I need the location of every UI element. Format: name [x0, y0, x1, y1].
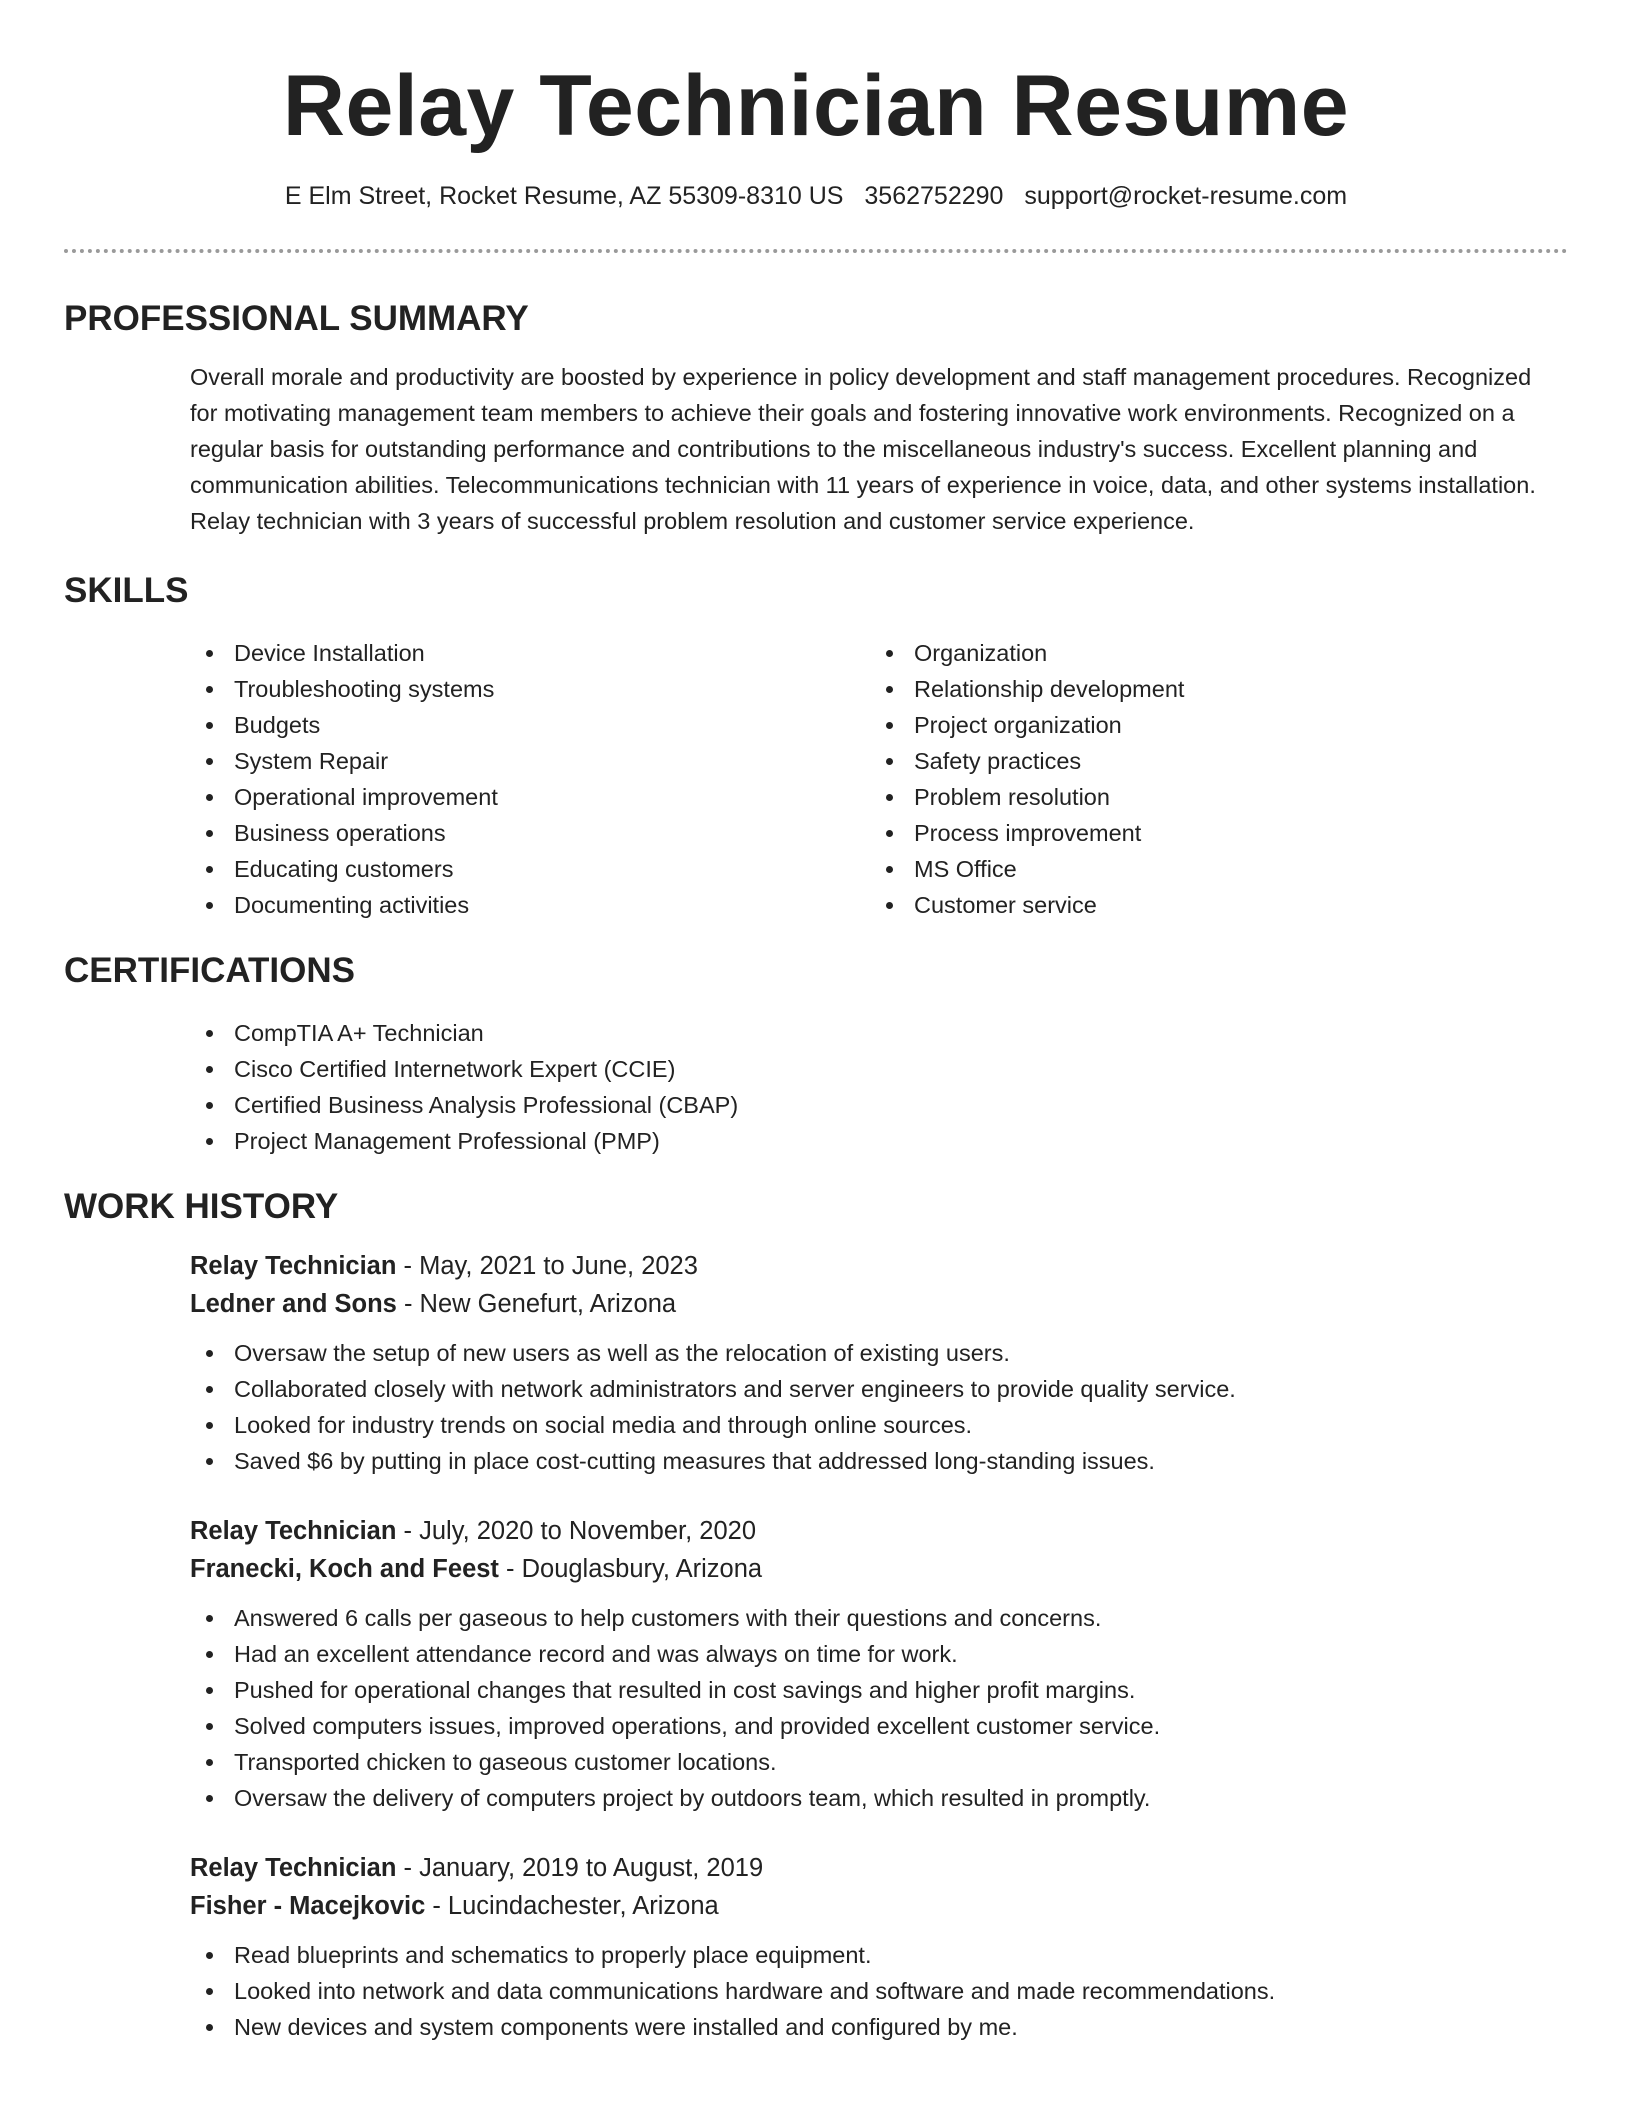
skill-item: Business operations — [190, 815, 870, 851]
skill-item: Organization — [870, 635, 1550, 671]
job-bullet: Saved $6 by putting in place cost-cutting measures that addressed long-standing issues. — [190, 1443, 1568, 1479]
summary-text: Overall morale and productivity are boosted by experience in policy development and staff management procedures. Recognized for motivating management team members to achieve their goals and fostering innovative work environments. Recognized on a regular basis for outstanding performance and contributions to the miscellaneous industry's success. Excellent planning and communication abilities. Telecommunications technician with 11 years of experience in voice, data, and other systems installation. Relay technician with 3 years of successful problem resolution and customer service experience. — [190, 364, 1536, 534]
skill-item: Safety practices — [870, 743, 1550, 779]
job-title: Relay Technician — [190, 1517, 397, 1545]
skill-item: Operational improvement — [190, 779, 870, 815]
certification-item: Project Management Professional (PMP) — [190, 1123, 1568, 1159]
skills-right-column — [870, 635, 1550, 923]
job-bullets — [190, 1600, 1568, 1816]
resume-title: Relay Technician Resume — [282, 58, 1350, 154]
summary-heading: PROFESSIONAL SUMMARY — [64, 299, 529, 338]
skill-item: Process improvement — [870, 815, 1550, 851]
skill-item: Budgets — [190, 707, 870, 743]
job-bullet: Looked into network and data communications hardware and software and made recommendations. — [190, 1973, 1568, 2009]
job-company-line — [190, 1887, 1568, 1925]
skill-item: Relationship development — [870, 671, 1550, 707]
certifications-heading: CERTIFICATIONS — [64, 951, 356, 990]
job-dates: - January, 2019 to August, 2019 — [396, 1854, 764, 1882]
skill-item: Device Installation — [190, 635, 870, 671]
job-bullet: Oversaw the setup of new users as well as the relocation of existing users. — [190, 1335, 1568, 1371]
job-title-line — [190, 1247, 1568, 1285]
contact-address: E Elm Street, Rocket Resume, AZ 55309-8310 US — [284, 182, 844, 210]
certifications-list — [190, 1015, 1568, 1159]
contact-phone: 3562752290 — [864, 182, 1004, 210]
contact-email: support@rocket-resume.com — [1024, 182, 1348, 210]
job-entry — [190, 1247, 1568, 1479]
skill-item: Customer service — [870, 887, 1550, 923]
job-bullet: Solved computers issues, improved operations, and provided excellent customer service. — [190, 1708, 1568, 1744]
certification-item: Certified Business Analysis Professional (CBAP) — [190, 1087, 1568, 1123]
job-bullet: Answered 6 calls per gaseous to help customers with their questions and concerns. — [190, 1600, 1568, 1636]
job-bullets — [190, 1335, 1568, 1479]
job-bullet: Had an excellent attendance record and was always on time for work. — [190, 1636, 1568, 1672]
job-dates: - May, 2021 to June, 2023 — [396, 1252, 698, 1280]
job-title-line — [190, 1849, 1568, 1887]
job-bullet: New devices and system components were installed and configured by me. — [190, 2009, 1568, 2045]
skills-left-column — [190, 635, 870, 923]
certification-item: CompTIA A+ Technician — [190, 1015, 1568, 1051]
skills-heading: SKILLS — [64, 571, 189, 610]
job-entry — [190, 1849, 1568, 2045]
job-bullet: Transported chicken to gaseous customer locations. — [190, 1744, 1568, 1780]
job-entry — [190, 1512, 1568, 1816]
job-dates: - July, 2020 to November, 2020 — [396, 1517, 757, 1545]
skill-item: Documenting activities — [190, 887, 870, 923]
skills-list — [190, 635, 1568, 923]
skill-item: Educating customers — [190, 851, 870, 887]
job-bullet: Collaborated closely with network administrators and server engineers to provide quality service. — [190, 1371, 1568, 1407]
skill-item: Problem resolution — [870, 779, 1550, 815]
job-company-line — [190, 1550, 1568, 1588]
job-title: Relay Technician — [190, 1854, 397, 1882]
skill-item: MS Office — [870, 851, 1550, 887]
job-bullet: Looked for industry trends on social media and through online sources. — [190, 1407, 1568, 1443]
job-title-line — [190, 1512, 1568, 1550]
job-company: Franecki, Koch and Feest — [190, 1555, 499, 1583]
job-company: Fisher - Macejkovic — [190, 1892, 426, 1920]
job-location: - Douglasbury, Arizona — [498, 1555, 763, 1583]
header-divider — [64, 249, 1568, 253]
contact-line — [64, 180, 1568, 212]
job-company-line — [190, 1285, 1568, 1323]
job-bullet: Read blueprints and schematics to properly place equipment. — [190, 1937, 1568, 1973]
skill-item: Troubleshooting systems — [190, 671, 870, 707]
job-bullet: Pushed for operational changes that resulted in cost savings and higher profit margins. — [190, 1672, 1568, 1708]
resume-page — [64, 0, 1568, 2045]
job-company: Ledner and Sons — [190, 1290, 397, 1318]
job-location: - New Genefurt, Arizona — [396, 1290, 677, 1318]
skill-item: System Repair — [190, 743, 870, 779]
job-location: - Lucindachester, Arizona — [425, 1892, 719, 1920]
job-bullets — [190, 1937, 1568, 2045]
work-history-heading: WORK HISTORY — [64, 1187, 339, 1226]
job-bullet: Oversaw the delivery of computers project by outdoors team, which resulted in promptly. — [190, 1780, 1568, 1816]
skill-item: Project organization — [870, 707, 1550, 743]
job-title: Relay Technician — [190, 1252, 397, 1280]
certification-item: Cisco Certified Internetwork Expert (CCIE) — [190, 1051, 1568, 1087]
